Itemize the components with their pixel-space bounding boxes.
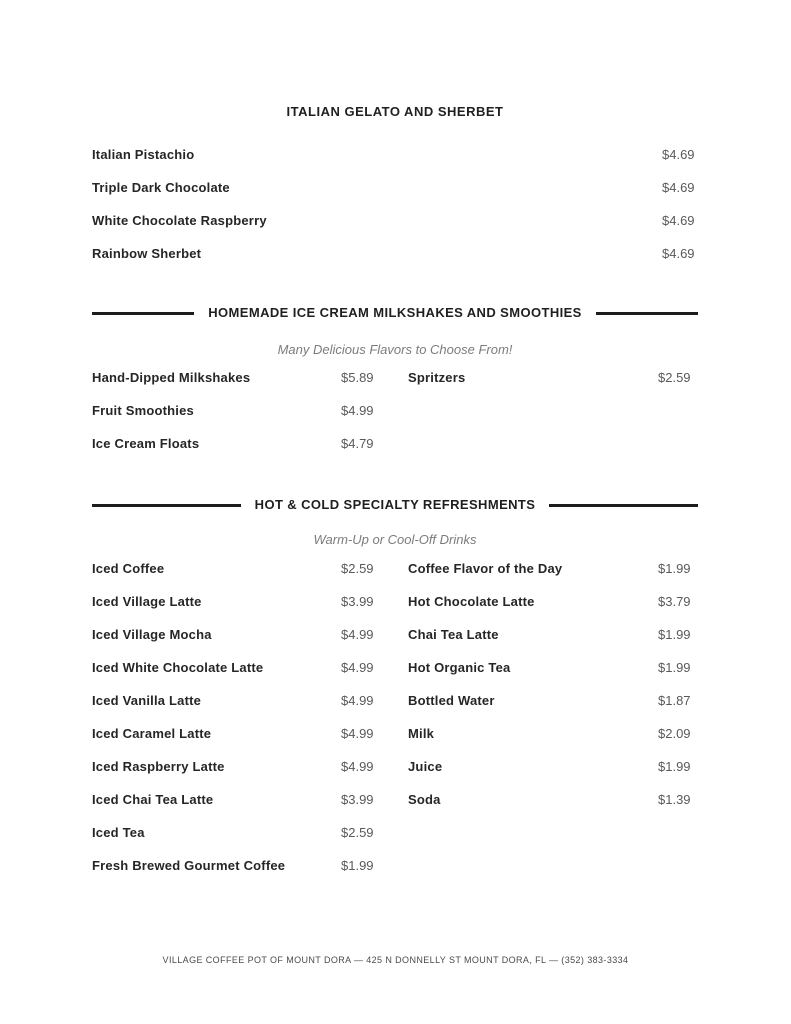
menu-row	[92, 684, 698, 717]
item-name: Fresh Brewed Gourmet Coffee	[92, 858, 286, 873]
item-name: Triple Dark Chocolate	[92, 180, 230, 195]
menu-row	[92, 394, 698, 427]
item-price: $4.99	[341, 660, 374, 675]
item-price: $4.69	[662, 180, 695, 195]
item-price: $1.99	[658, 759, 691, 774]
menu-row	[92, 585, 698, 618]
item-price: $4.69	[662, 246, 695, 261]
item-name: Fruit Smoothies	[92, 403, 194, 418]
section-title-refreshments: HOT & COLD SPECIALTY REFRESHMENTS	[254, 497, 536, 512]
section-header-milkshakes	[92, 305, 698, 321]
item-name: Iced Caramel Latte	[92, 726, 212, 741]
section-subtitle-milkshakes: Many Delicious Flavors to Choose From!	[277, 342, 513, 357]
item-name: Iced Tea	[92, 825, 145, 840]
item-name: Iced Village Latte	[92, 594, 202, 609]
refreshments-item-list	[92, 552, 698, 882]
milkshakes-item-list	[92, 361, 698, 460]
item-name: Hand-Dipped Milkshakes	[92, 370, 251, 385]
item-price: $2.59	[341, 825, 374, 840]
menu-row	[92, 717, 698, 750]
item-name: Soda	[408, 792, 441, 807]
item-price: $1.99	[658, 627, 691, 642]
section-header-refreshments	[92, 497, 698, 513]
menu-row	[92, 849, 698, 882]
item-name: Chai Tea Latte	[408, 627, 499, 642]
item-price: $1.39	[658, 792, 691, 807]
item-name: Italian Pistachio	[92, 147, 195, 162]
divider-line	[596, 312, 698, 315]
item-price: $2.59	[658, 370, 691, 385]
menu-row	[92, 651, 698, 684]
item-price: $2.59	[341, 561, 374, 576]
item-price: $3.99	[341, 792, 374, 807]
item-name: Iced Chai Tea Latte	[92, 792, 214, 807]
item-name: Hot Chocolate Latte	[408, 594, 535, 609]
item-price: $1.99	[341, 858, 374, 873]
item-price: $4.79	[341, 436, 374, 451]
item-name: Iced Vanilla Latte	[92, 693, 202, 708]
item-price: $4.69	[662, 147, 695, 162]
item-name: Bottled Water	[408, 693, 495, 708]
item-price: $5.89	[341, 370, 374, 385]
item-name: Spritzers	[408, 370, 466, 385]
menu-row	[92, 138, 698, 171]
menu-row	[92, 204, 698, 237]
menu-row	[92, 816, 698, 849]
item-price: $4.99	[341, 693, 374, 708]
item-name: Milk	[408, 726, 435, 741]
menu-content	[92, 0, 698, 882]
item-name: Coffee Flavor of the Day	[408, 561, 563, 576]
item-name: Juice	[408, 759, 443, 774]
divider-line	[549, 504, 698, 507]
item-price: $4.99	[341, 726, 374, 741]
menu-row	[92, 171, 698, 204]
item-price: $4.99	[341, 759, 374, 774]
footer-address: VILLAGE COFFEE POT OF MOUNT DORA — 425 N DONNELLY ST MOUNT DORA, FL — (352) 383-3334	[162, 955, 629, 965]
item-name: Iced Coffee	[92, 561, 165, 576]
item-name: Iced Village Mocha	[92, 627, 212, 642]
item-price: $2.09	[658, 726, 691, 741]
menu-row	[92, 237, 698, 270]
item-name: Iced Raspberry Latte	[92, 759, 225, 774]
menu-row	[92, 427, 698, 460]
item-price: $4.69	[662, 213, 695, 228]
section-title-milkshakes: HOMEMADE ICE CREAM MILKSHAKES AND SMOOTHIES	[208, 305, 582, 320]
item-name: White Chocolate Raspberry	[92, 213, 267, 228]
item-price: $3.99	[341, 594, 374, 609]
item-price: $1.87	[658, 693, 691, 708]
item-price: $3.79	[658, 594, 691, 609]
menu-row	[92, 361, 698, 394]
menu-row	[92, 783, 698, 816]
item-name: Rainbow Sherbet	[92, 246, 202, 261]
item-price: $1.99	[658, 660, 691, 675]
item-price: $4.99	[341, 403, 374, 418]
section-subtitle-refreshments: Warm-Up or Cool-Off Drinks	[313, 532, 477, 547]
item-price: $4.99	[341, 627, 374, 642]
item-name: Iced White Chocolate Latte	[92, 660, 264, 675]
item-name: Hot Organic Tea	[408, 660, 511, 675]
menu-row	[92, 750, 698, 783]
menu-row	[92, 552, 698, 585]
gelato-item-list	[92, 138, 698, 270]
divider-line	[92, 504, 241, 507]
divider-line	[92, 312, 194, 315]
item-price: $1.99	[658, 561, 691, 576]
section-title-gelato: ITALIAN GELATO AND SHERBET	[286, 104, 504, 119]
menu-row	[92, 618, 698, 651]
item-name: Ice Cream Floats	[92, 436, 200, 451]
